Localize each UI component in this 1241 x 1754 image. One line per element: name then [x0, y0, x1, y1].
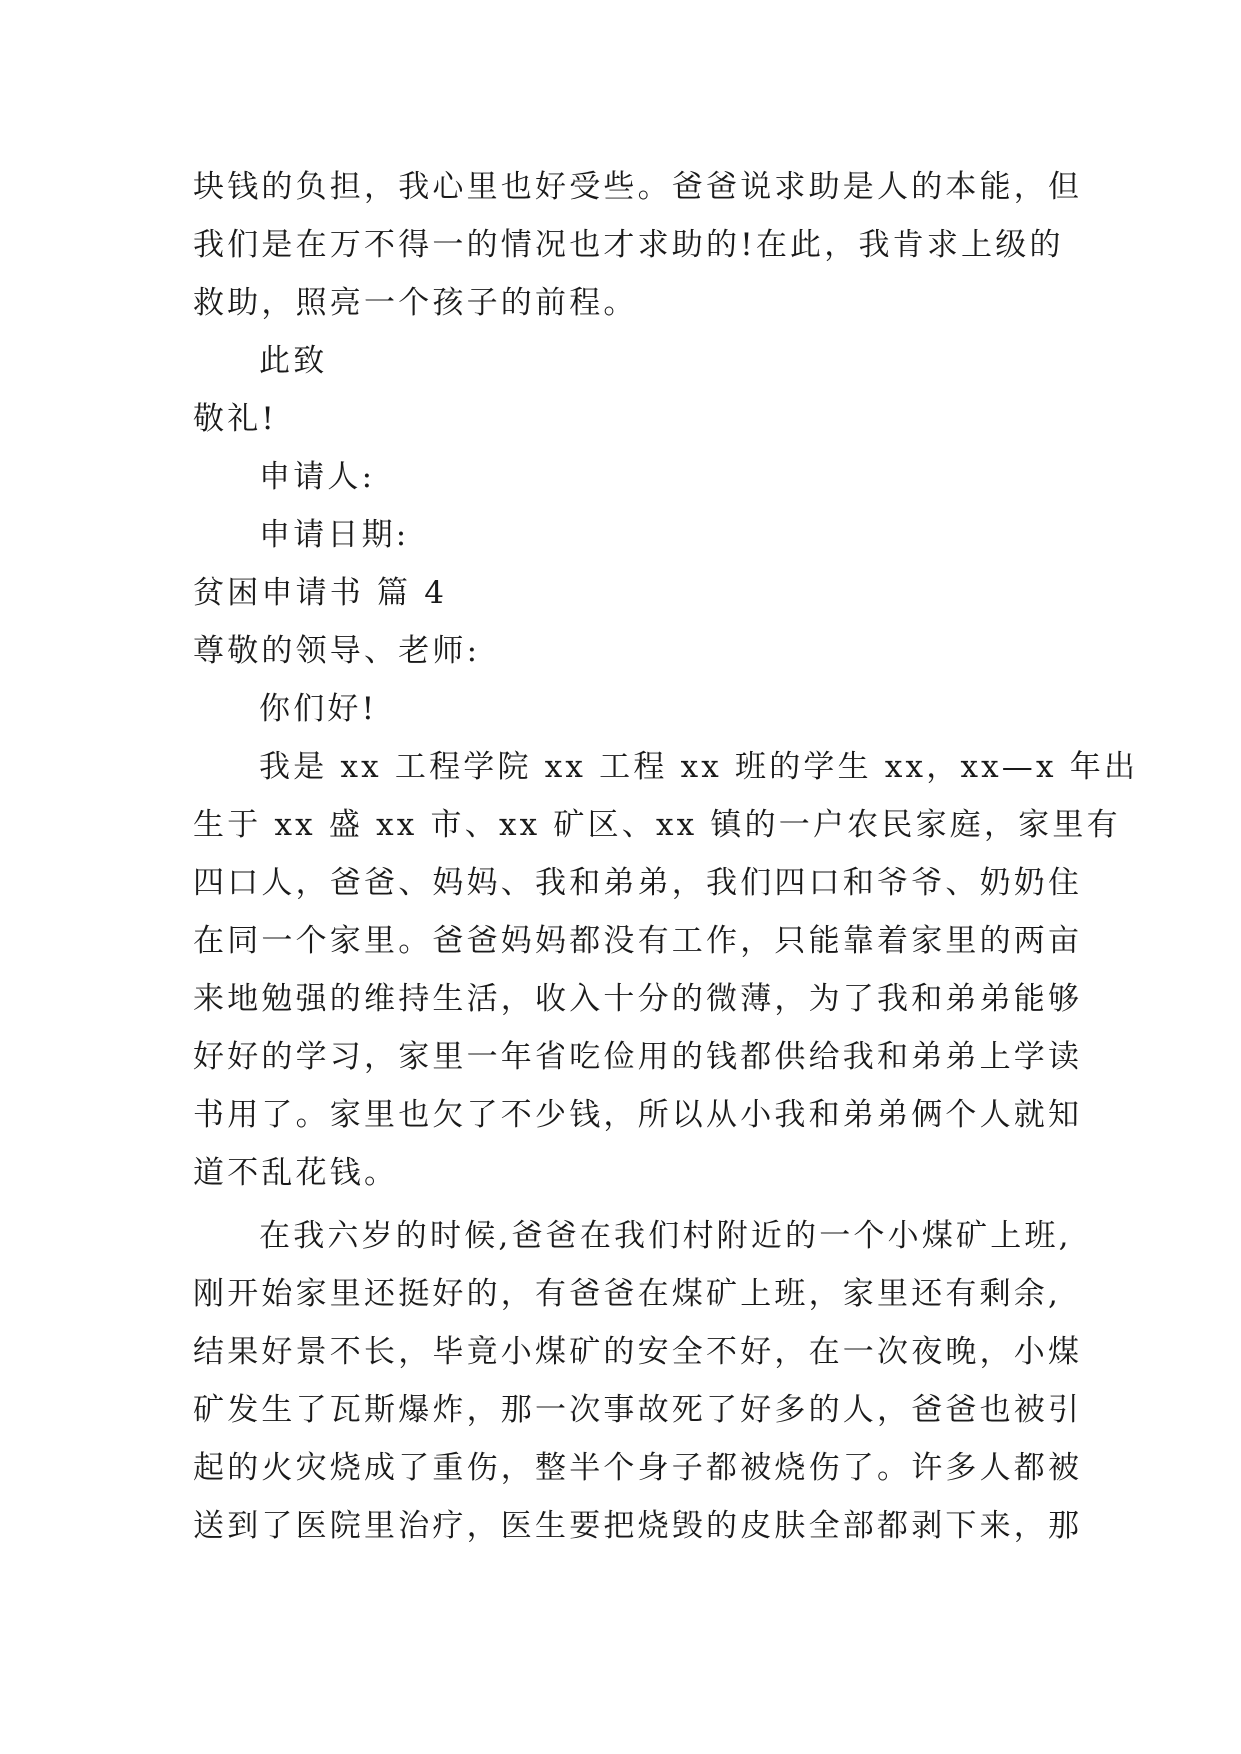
text-line: 救助，照亮一个孩子的前程。 [193, 285, 638, 321]
text-line: 来地勉强的维持生活，收入十分的微薄，为了我和弟弟能够 [193, 981, 1083, 1017]
greeting: 你们好! [259, 691, 378, 727]
text-line: 起的火灾烧成了重伤，整半个身子都被烧伤了。许多人都被 [193, 1450, 1083, 1486]
text-line: 在我六岁的时候,爸爸在我们村附近的一个小煤矿上班, [259, 1218, 1072, 1254]
text-line: 矿发生了瓦斯爆炸，那一次事故死了好多的人，爸爸也被引 [193, 1392, 1083, 1428]
document-body [193, 158, 1139, 1555]
text-line: 四口人，爸爸、妈妈、我和弟弟，我们四口和爷爷、奶奶住 [193, 865, 1083, 901]
text-line: 生于 xx 盛 xx 市、xx 矿区、xx 镇的一户农民家庭，家里有 [193, 807, 1121, 843]
text-line: 块钱的负担，我心里也好受些。爸爸说求助是人的本能，但 [193, 169, 1083, 205]
text-line: 在同一个家里。爸爸妈妈都没有工作，只能靠着家里的两亩 [193, 923, 1083, 959]
closing-regards: 敬礼! [193, 401, 278, 437]
text-line: 结果好景不长，毕竟小煤矿的安全不好，在一次夜晚，小煤 [193, 1334, 1083, 1370]
greeting-recipient: 尊敬的领导、老师: [193, 633, 481, 669]
applicant-label: 申请人: [259, 459, 376, 495]
text-line: 好好的学习，家里一年省吃俭用的钱都供给我和弟弟上学读 [193, 1039, 1083, 1075]
text-line: 刚开始家里还挺好的，有爸爸在煤矿上班，家里还有剩余, [193, 1276, 1062, 1312]
text-line: 道不乱花钱。 [193, 1155, 399, 1191]
application-date-label: 申请日期: [259, 517, 410, 553]
closing-salutation: 此致 [259, 343, 328, 379]
text-line: 我是 xx 工程学院 xx 工程 xx 班的学生 xx，xx—x 年出 [259, 749, 1139, 785]
text-line: 送到了医院里治疗，医生要把烧毁的皮肤全部都剥下来，那 [193, 1508, 1083, 1544]
text-line: 书用了。家里也欠了不少钱，所以从小我和弟弟俩个人就知 [193, 1097, 1083, 1133]
section-title: 贫困申请书 篇 4 [193, 575, 448, 611]
text-line: 我们是在万不得一的情况也才求助的!在此，我肯求上级的 [193, 227, 1064, 263]
